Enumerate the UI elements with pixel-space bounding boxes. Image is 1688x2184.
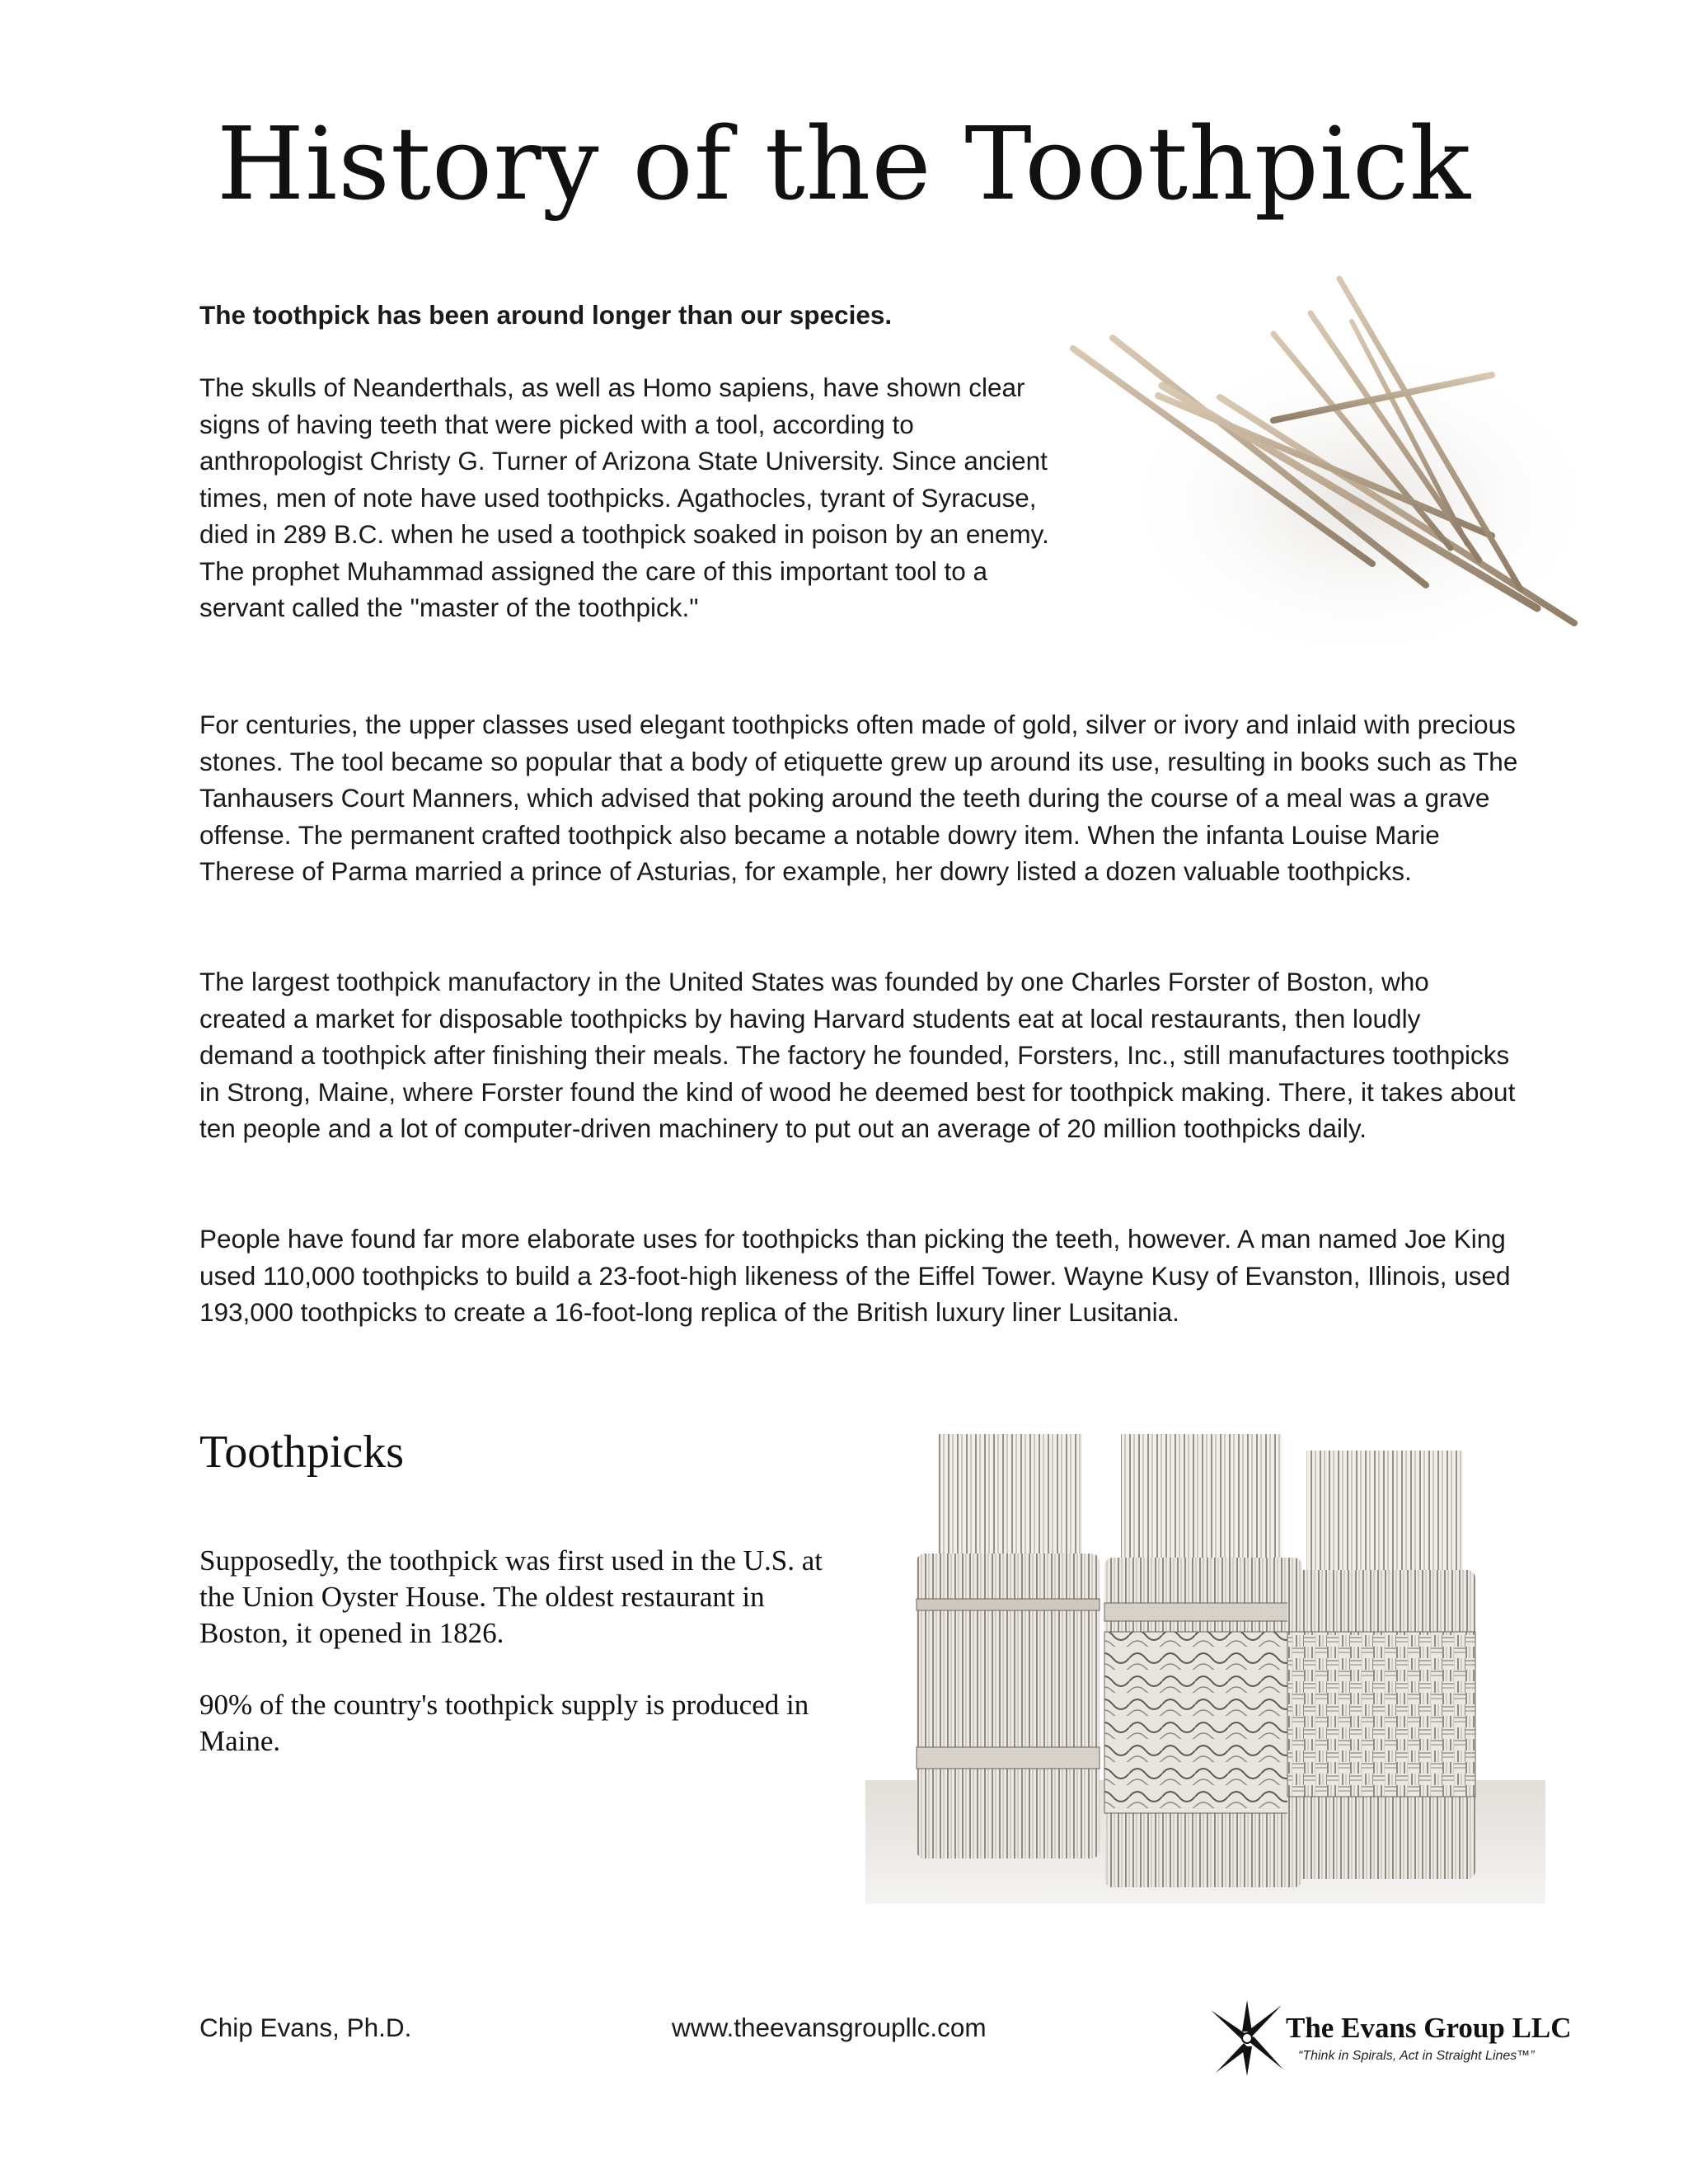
- fact-union-oyster-house: Supposedly, the toothpick was first used in the U.S. at the Union Oyster House. The oldest restaurant in Boston, it opened in 1826.: [199, 1544, 823, 1649]
- toothpicks-photo: [1063, 264, 1591, 692]
- page-title: History of the Toothpick: [216, 105, 1472, 223]
- footer-website[interactable]: www.theevansgroupllc.com: [672, 2013, 987, 2042]
- company-logo: [1207, 1999, 1595, 2081]
- logo-tagline: “Think in Spirals, Act in Straight Lines™”: [1298, 2049, 1535, 2063]
- logo-company-name: The Evans Group LLC: [1286, 2012, 1572, 2044]
- section-heading: Toothpicks: [199, 1427, 405, 1478]
- paragraph-origins: The skulls of Neanderthals, as well as Homo sapiens, have shown clear signs of having teeth that were picked with a tool, according to anthropologist Christy G. Turner of Arizona State University. Since ancient times, men of note have used toothpicks. Agathocles, tyrant of Syracuse, died in 289 B.C. when he used a toothpick soaked in poison by an enemy. The prophet Muhammad assigned the care of this important tool to a servant called the "master of the toothpick.": [199, 373, 1049, 622]
- fact-maine-supply: 90% of the country's toothpick supply is produced in Maine.: [199, 1689, 809, 1757]
- paragraph-elaborate-uses: People have found far more elaborate uses for toothpicks than picking the teeth, however. A man named Joe King used 110,000 toothpicks to build a 23-foot-high likeness of the Eiffel Tower. Wayne Kusy of Evanston, Illinois, used 193,000 toothpicks to create a 16-foot-long replica of the British luxury liner Lusitania.: [199, 1224, 1511, 1327]
- toothpick-bundles-illustration: [865, 1393, 1545, 1904]
- paragraph-upper-classes: For centuries, the upper classes used elegant toothpicks often made of gold, silver or ivory and inlaid with precious stones. The tool became so popular that a body of etiquette grew up around its use, resulting in books such as The Tanhausers Court Manners, which advised that poking around the teeth during the course of a meal was a grave offense. The permanent crafted toothpick also became a notable dowry item. When the infanta Louise Marie Therese of Parma married a prince of Asturias, for example, her dowry listed a dozen valuable toothpicks.: [199, 710, 1518, 886]
- paragraph-manufactory: The largest toothpick manufactory in the United States was founded by one Charles Forster of Boston, who created a market for disposable toothpicks by having Harvard students eat at local restaurants, then loudly demand a toothpick after finishing their meals. The factory he founded, Forsters, Inc., still manufactures toothpicks in Strong, Maine, where Forster found the kind of wood he deemed best for toothpick making. There, it takes about ten people and a lot of computer-driven machinery to put out an average of 20 million toothpicks daily.: [199, 967, 1516, 1143]
- lead-sentence: The toothpick has been around longer than our species.: [199, 300, 893, 330]
- footer-author: Chip Evans, Ph.D.: [199, 2013, 412, 2042]
- evans-group-star-icon: [1207, 1999, 1287, 2078]
